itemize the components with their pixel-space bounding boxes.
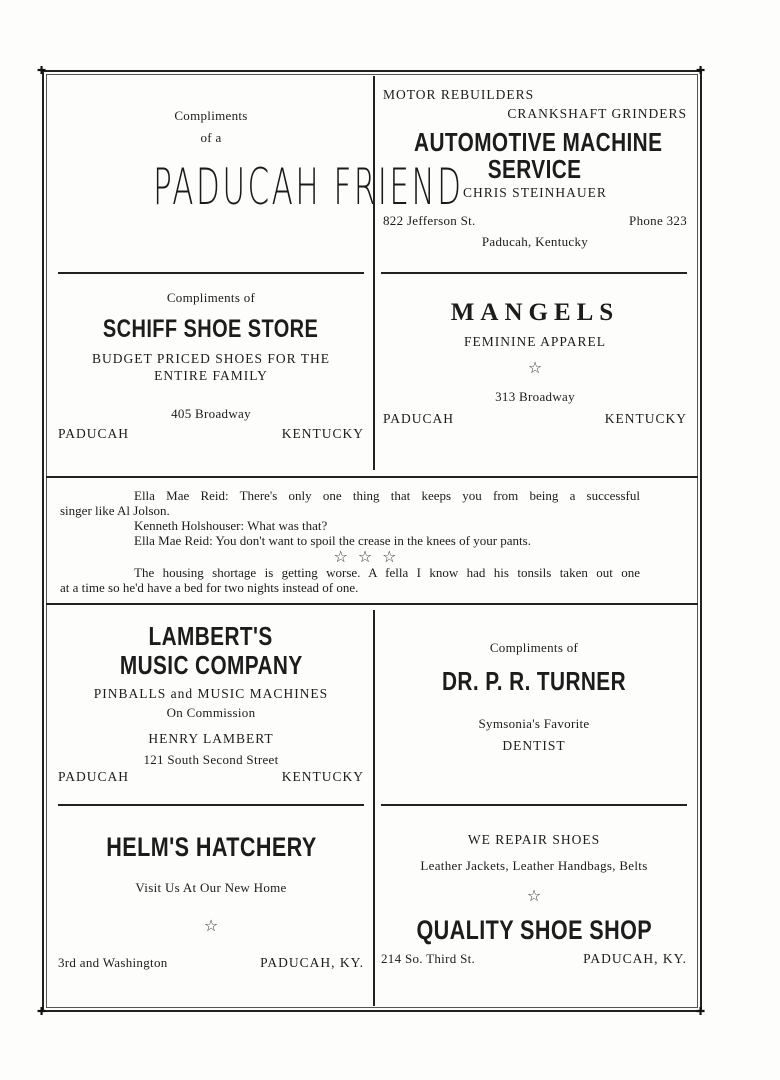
ad-mangels <box>383 298 687 427</box>
owner-name: HENRY LAMBERT <box>148 731 274 746</box>
section-divider <box>58 804 364 806</box>
compliments-text: Compliments <box>174 108 248 123</box>
star-icon: ☆ <box>526 886 542 905</box>
corner-ornament-icon: ✚ <box>696 64 706 77</box>
ad-paducah-friend <box>58 108 464 218</box>
address-text: 313 Broadway <box>495 389 575 404</box>
ad-title: QUALITY SHOE SHOP <box>416 915 652 945</box>
ad-title: SCHIFF SHOE STORE <box>103 315 319 343</box>
ad-title: AUTOMOTIVE MACHINE <box>414 127 663 157</box>
ad-schiff-shoe-store <box>58 290 364 442</box>
corner-ornament-icon: ✚ <box>696 1005 706 1018</box>
address-text: 3rd and Washington <box>58 955 168 970</box>
section-divider <box>381 804 687 806</box>
ad-lamberts-music-company <box>58 622 364 785</box>
ad-dr-turner <box>381 640 687 754</box>
address-text: 121 South Second Street <box>143 752 279 767</box>
compliments-text: Compliments of <box>489 640 579 655</box>
ad-title: MANGELS <box>450 299 620 326</box>
ad-title-line2: MUSIC COMPANY <box>119 650 303 680</box>
description-line: PINBALLS and MUSIC MACHINES <box>93 686 329 701</box>
city-text: PADUCAH <box>383 411 455 426</box>
joke-line: Ella Mae Reid: There's only one thing that keeps you from being a successful <box>134 488 640 503</box>
description-text: FEMININE APPAREL <box>464 334 606 349</box>
ad-title: DR. P. R. TURNER <box>442 666 626 696</box>
ad-title-line2: SERVICE <box>488 154 582 184</box>
ad-title: PADUCAH FRIEND <box>153 158 464 216</box>
city-text: PADUCAH <box>58 426 130 441</box>
city-text: Paducah, Kentucky <box>481 234 589 249</box>
compliments-text: Compliments of <box>166 290 256 305</box>
description-line: On Commission <box>166 705 256 720</box>
description-text: Visit Us At Our New Home <box>135 880 287 895</box>
section-divider <box>58 272 364 274</box>
joke-line: singer like Al Jolson. <box>60 503 170 518</box>
address-text: 822 Jefferson St. <box>383 213 476 228</box>
corner-ornament-icon: ✚ <box>37 1005 47 1018</box>
joke-line: The housing shortage is getting worse. A fella I know had his tonsils taken out one <box>134 565 640 580</box>
column-divider <box>373 76 375 470</box>
star-icon: ☆ <box>527 358 543 377</box>
description-line: Symsonia's Favorite <box>478 716 590 731</box>
star-icon: ☆ <box>382 547 407 566</box>
tagline-motor-rebuilders: MOTOR REBUILDERS <box>383 87 535 102</box>
ad-helms-hatchery <box>58 832 364 971</box>
address-text: 214 So. Third St. <box>381 951 476 966</box>
description-line: DENTIST <box>502 738 566 753</box>
ad-quality-shoe-shop <box>381 832 687 967</box>
ad-title: HELM'S HATCHERY <box>105 832 317 862</box>
section-divider <box>46 603 698 605</box>
joke-line: at a time so he'd have a bed for two nights instead of one. <box>60 580 359 595</box>
description-line: WE REPAIR SHOES <box>467 832 601 847</box>
jokes-section <box>60 488 640 595</box>
description-line: Leather Jackets, Leather Handbags, Belts <box>420 858 648 873</box>
joke-line: Kenneth Holshouser: What was that? <box>134 518 328 533</box>
city-text: PADUCAH, KY. <box>260 955 364 970</box>
section-divider <box>381 272 687 274</box>
of-a-text: of a <box>200 130 222 145</box>
owner-name: CHRIS STEINHAUER <box>463 185 607 200</box>
address-text: 405 Broadway <box>171 406 251 421</box>
state-text: KENTUCKY <box>281 769 364 784</box>
star-icon: ☆ <box>333 547 358 566</box>
ad-title: LAMBERT'S <box>148 621 274 651</box>
corner-ornament-icon: ✚ <box>37 64 47 77</box>
city-text: PADUCAH <box>58 769 130 784</box>
ad-automotive-machine-service <box>383 87 687 250</box>
star-icon: ☆ <box>203 916 219 935</box>
city-text: PADUCAH, KY. <box>583 951 687 966</box>
description-line: ENTIRE FAMILY <box>154 368 268 383</box>
section-divider <box>46 476 698 478</box>
column-divider <box>373 610 375 1006</box>
tagline-crankshaft-grinders: CRANKSHAFT GRINDERS <box>507 106 687 121</box>
state-text: KENTUCKY <box>604 411 687 426</box>
description-line: BUDGET PRICED SHOES FOR THE <box>91 351 331 366</box>
phone-text: Phone 323 <box>629 213 687 228</box>
state-text: KENTUCKY <box>281 426 364 441</box>
joke-line: Ella Mae Reid: You don't want to spoil the crease in the knees of your pants. <box>134 533 531 548</box>
star-icon: ☆ <box>357 547 383 566</box>
